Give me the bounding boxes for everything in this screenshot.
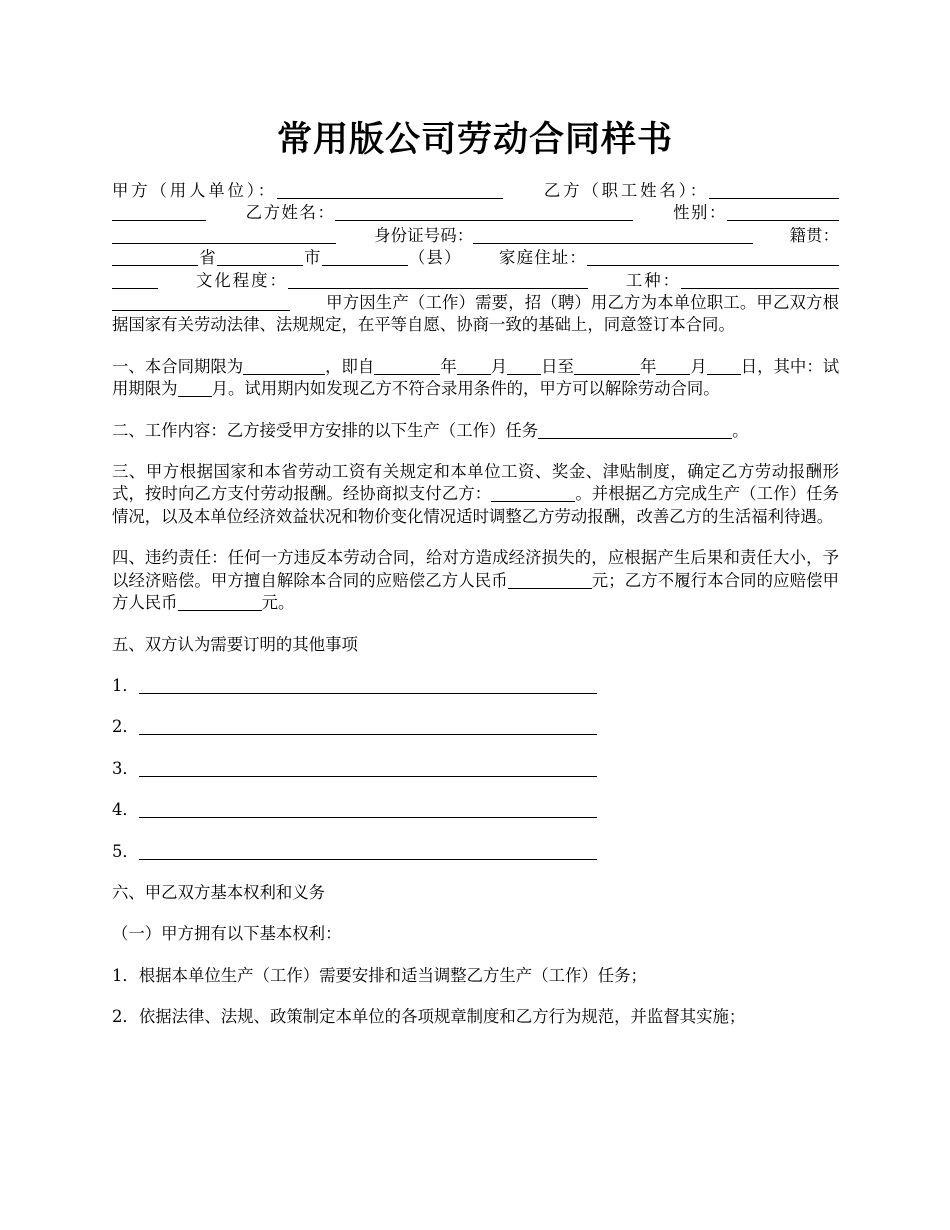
address-blank-cont[interactable] — [112, 271, 158, 289]
clause-2-text-b: 。 — [732, 420, 749, 440]
other-item-blank[interactable] — [139, 842, 597, 860]
clause-4-text-c: 元。 — [261, 593, 295, 613]
other-item-blank[interactable] — [139, 676, 597, 694]
document-title: 常用版公司劳动合同样书 — [276, 119, 673, 160]
pay-blank[interactable] — [491, 484, 575, 502]
task-blank[interactable] — [538, 421, 732, 439]
address-label: 家庭住址： — [497, 248, 588, 268]
other-item-1 — [112, 675, 839, 697]
start-month-blank[interactable] — [457, 357, 491, 375]
address-blank[interactable] — [587, 248, 839, 266]
document-body — [112, 180, 839, 1029]
contract-header — [112, 180, 839, 337]
end-day-blank[interactable] — [707, 357, 741, 375]
other-item-5 — [112, 841, 839, 863]
clause-1-text-e: 日至 — [541, 356, 574, 376]
gender-blank-cont[interactable] — [112, 226, 336, 244]
other-item-2 — [112, 716, 839, 738]
clause-3-text-b: 。并根据乙方完成生产（工作）任务情况，以及本单位经济效益状况和物价变化情况适时调整乙方劳动报酬，改善乙方的生活福利待遇。 — [112, 484, 840, 526]
city-label: 市 — [302, 248, 322, 268]
gender-label: 性别： — [671, 203, 728, 223]
clause-6-sub-heading: （一）甲方拥有以下基本权利： — [112, 924, 342, 944]
clause-3 — [112, 461, 839, 528]
province-label: 省 — [198, 248, 217, 268]
intro-text: 甲方因生产（工作）需要，招（聘）用乙方为本单位职工。甲乙双方根据国家有关劳动法律、法规规定，在平等自愿、协商一致的基础上，同意签订本合同。 — [112, 293, 839, 335]
other-item-number: 2． — [112, 717, 139, 737]
party-a-blank[interactable] — [277, 181, 503, 199]
clause-1-text-a: 一、本合同期限为 — [112, 356, 244, 376]
clause-1-text-c: 年 — [440, 356, 457, 376]
other-item-blank[interactable] — [139, 759, 597, 777]
job-label: 工种： — [623, 270, 682, 290]
other-item-4 — [112, 799, 839, 821]
other-item-blank[interactable] — [139, 800, 597, 818]
clause-2 — [112, 420, 839, 442]
other-item-3 — [112, 758, 839, 780]
right-item-2: 2．依据法律、法规、政策制定本单位的各项规章制度和乙方行为规范，并监督其实施； — [112, 1007, 746, 1027]
start-day-blank[interactable] — [507, 357, 541, 375]
job-blank[interactable] — [681, 271, 839, 289]
province-blank[interactable] — [217, 248, 303, 266]
clause-1-text-i: 月。试用期内如发现乙方不符合录用条件的，甲方可以解除劳动合同。 — [211, 379, 720, 399]
clause-4-text-b: 元；乙方不履行本合同的应赔偿甲方人民币 — [112, 570, 840, 613]
party-b-blank-cont[interactable] — [112, 203, 206, 221]
clause-4 — [112, 547, 839, 614]
party-b-name-label: 乙方姓名： — [244, 203, 336, 223]
clause-1 — [112, 356, 839, 401]
clause-3-text-a: 三、甲方根据国家和本省劳动工资有关规定和本单位工资、奖金、津贴制度，确定乙方劳动报酬形式，按时向乙方支付劳动报酬。经协商拟支付乙方： — [112, 462, 839, 504]
probation-blank[interactable] — [178, 379, 212, 397]
clause-1-text-b: ，即自 — [325, 356, 375, 376]
end-year-blank[interactable] — [574, 357, 640, 375]
id-blank[interactable] — [473, 226, 753, 244]
clause-1-text-f: 年 — [639, 356, 657, 376]
other-item-number: 5． — [112, 841, 139, 861]
other-item-number: 4． — [112, 800, 139, 820]
party-b-name-blank[interactable] — [335, 203, 633, 221]
city-blank[interactable] — [322, 248, 408, 266]
clause-5-heading: 五、双方认为需要订明的其他事项 — [112, 634, 358, 654]
compensation-a-blank[interactable] — [508, 571, 592, 589]
gender-blank[interactable] — [727, 203, 839, 221]
party-b-blank[interactable] — [709, 181, 839, 199]
right-item-1: 1．根据本单位生产（工作）需要安排和适当调整乙方生产（工作）任务； — [112, 965, 647, 985]
start-year-blank[interactable] — [374, 357, 440, 375]
education-blank[interactable] — [288, 271, 588, 289]
id-label: 身份证号码： — [374, 225, 474, 245]
compensation-b-blank[interactable] — [178, 593, 262, 611]
term-blank[interactable] — [243, 357, 325, 375]
clause-2-text-a: 二、工作内容：乙方接受甲方安排的以下生产（工作）任务 — [112, 420, 539, 440]
other-item-number: 3． — [112, 758, 139, 778]
end-month-blank[interactable] — [656, 357, 690, 375]
clause-4-text-a: 四、违约责任：任何一方违反本劳动合同，给对方造成经济损失的，应根据产生后果和责任大小，予以经济赔偿。甲方擅自解除本合同的应赔偿乙方人民币 — [112, 548, 839, 590]
clause-1-text-h: 日，其中：试用期限为 — [112, 356, 840, 399]
other-item-number: 1． — [112, 675, 139, 695]
clause-1-text-g: 月 — [690, 356, 707, 376]
origin-blank[interactable] — [112, 248, 198, 266]
origin-label: 籍贯： — [789, 225, 840, 245]
party-b-label: 乙方（职工姓名）： — [541, 181, 709, 200]
other-item-blank[interactable] — [139, 717, 597, 735]
county-label: （县） — [407, 248, 462, 268]
education-label: 文化程度： — [194, 270, 288, 290]
clause-1-text-d: 月 — [490, 356, 508, 376]
job-blank-cont[interactable] — [112, 293, 290, 311]
clause-6-heading: 六、甲乙双方基本权利和义务 — [112, 882, 326, 902]
party-a-label: 甲方（用人单位）： — [112, 181, 278, 200]
